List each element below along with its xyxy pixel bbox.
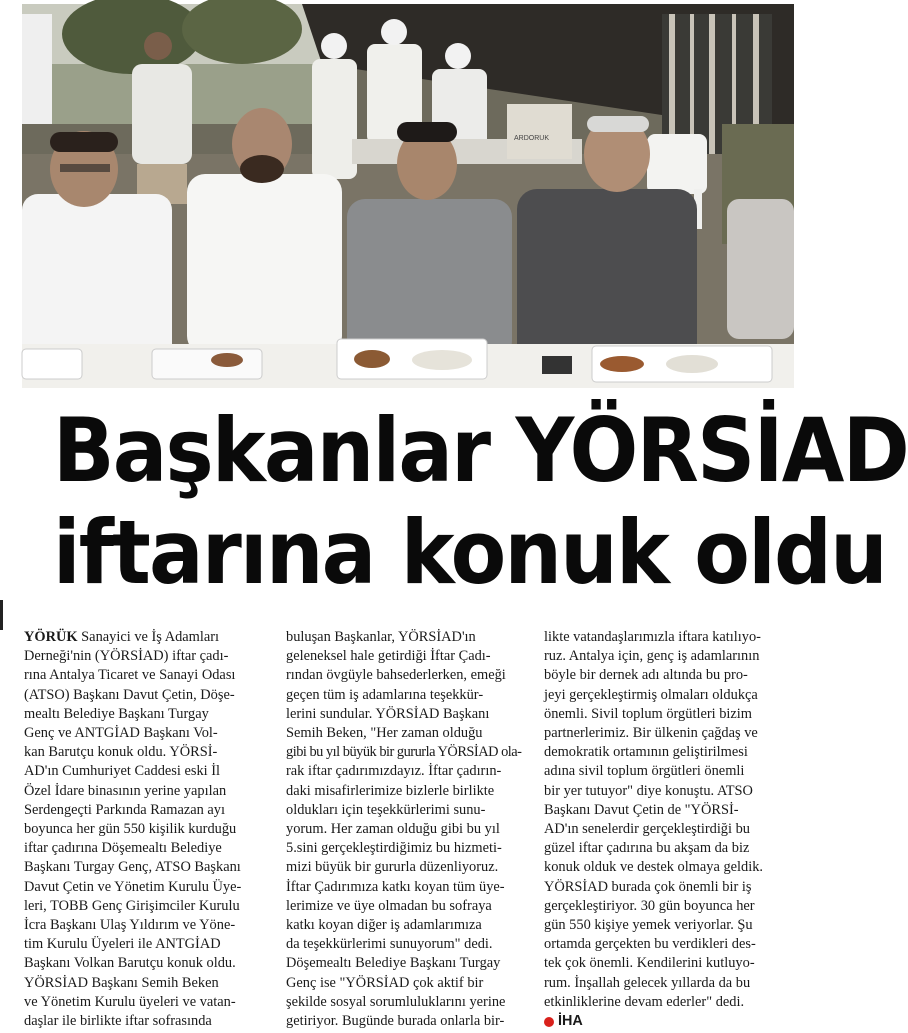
text-line: tek çok önemli. Kendilerini kutluyo- xyxy=(544,955,755,972)
text-line-part: Sanayici ve İş Adamları xyxy=(77,629,220,645)
text-line: rına Antalya Ticaret ve Sanayi Odası xyxy=(24,667,236,684)
text-line: geçen tüm iş adamlarına teşekkür- xyxy=(286,686,484,703)
text-line: rak iftar çadırımızdayız. İftar çadırın- xyxy=(286,763,502,780)
agency-credit-line xyxy=(544,1012,796,1033)
text-line: ruz. Antalya için, genç iş adamlarının xyxy=(544,648,760,665)
text-line: Başkanı Volkan Barutçu konuk oldu. xyxy=(24,955,236,972)
text-line: getiriyor. Bugünde burada onlarla bir- xyxy=(286,1013,505,1030)
headline xyxy=(22,399,908,615)
text-line xyxy=(24,628,258,647)
text-line: Derneği'nin (YÖRSİAD) iftar çadı- xyxy=(24,648,229,665)
article-column-3 xyxy=(544,628,796,1028)
headline-line-1: Başkanlar YÖRSİAD xyxy=(52,399,908,502)
text-line: Döşemealtı Belediye Başkanı Turgay xyxy=(286,955,501,972)
text-line: leri, TOBB Genç Girişimciler Kurulu xyxy=(24,897,240,914)
agency-credit-label: İHA xyxy=(558,1013,583,1030)
text-line: daki misafirlerimize bizlerle birlikte xyxy=(286,782,495,799)
text-line: katkı koyan diğer iş adamlarımıza xyxy=(286,917,482,934)
text-line: iftar çadırına Döşemealtı Belediye xyxy=(24,840,222,857)
text-line: böyle bir dernek adı altında bu pro- xyxy=(544,667,748,684)
text-line: boyunca her gün 550 kişilik kurduğu xyxy=(24,821,237,838)
text-line: da teşekkürlerimi sunuyorum" dedi. xyxy=(286,936,493,953)
text-line: rından övgüyle bahsederlerken, emeği xyxy=(286,667,506,684)
text-line: gibi bu yıl büyük bir gururla YÖRSİAD ola- xyxy=(286,744,522,761)
article-column-2 xyxy=(286,628,532,1028)
text-line: konuk olduk ve destek olmaya geldik. xyxy=(544,859,764,876)
agency-credit xyxy=(544,1012,583,1031)
text-line: gerçekleştiriyor. 30 gün boyunca her xyxy=(544,897,755,914)
text-line: Özel İdare binasının yerine yapılan xyxy=(24,782,227,799)
text-line: Başkanı Turgay Genç, ATSO Başkanı xyxy=(24,859,241,876)
text-line: şekilde sosyal sorumluluklarını yerine xyxy=(286,993,506,1010)
text-line: Serdengeçti Parkında Ramazan ayı xyxy=(24,801,225,818)
text-line: rum. İnşallah gelecek yıllarda da bu xyxy=(544,974,751,991)
text-line: ortamda gerçekten bu verdikleri des- xyxy=(544,936,756,953)
text-line: 5.sini gerçekleştirdiğimiz bu hizmeti- xyxy=(286,840,502,857)
article-photo xyxy=(22,4,794,388)
text-line: lerini sundular. YÖRSİAD Başkanı xyxy=(286,705,490,722)
text-line: demokratik ortamının geliştirilmesi xyxy=(544,744,748,761)
text-line: bir yer tutuyor" diye konuştu. ATSO xyxy=(544,782,753,799)
text-line: oldukları için teşekkürlerimi sunu- xyxy=(286,801,486,818)
text-line: İftar Çadırımıza katkı koyan tüm üye- xyxy=(286,878,505,895)
text-line: etkinliklerine devam ederler" dedi. xyxy=(544,993,745,1010)
text-line: ve Yönetim Kurulu üyeleri ve vatan- xyxy=(24,993,236,1010)
text-line: İcra Başkanı Ulaş Yıldırım ve Yöne- xyxy=(24,917,236,934)
text-line: Başkanı Davut Çetin de "YÖRSİ- xyxy=(544,801,739,818)
text-line: tim Kurulu Üyeleri ile ANTGİAD xyxy=(24,936,221,953)
text-line: YÖRSİAD Başkanı Semih Beken xyxy=(24,974,219,991)
text-line: daşlar ile birlikte iftar sofrasında xyxy=(24,1013,212,1030)
red-dot-icon xyxy=(544,1017,554,1027)
text-line: yorum. Her zaman olduğu gibi bu yıl xyxy=(286,821,500,838)
text-line: mealtı Belediye Başkanı Turgay xyxy=(24,705,209,722)
text-line: likte vatandaşlarımızla iftara katılıyo- xyxy=(544,629,761,645)
text-line: mizi büyük bir gururla düzenliyoruz. xyxy=(286,859,499,876)
text-line: buluşan Başkanlar, YÖRSİAD'ın xyxy=(286,629,476,645)
text-line: AD'ın senelerdir gerçekleştirdiği bu xyxy=(544,821,750,838)
text-line: geleneksel hale getirdiği İftar Çadı- xyxy=(286,648,491,665)
lead-word: YÖRÜK xyxy=(24,629,78,645)
text-line: kan Barutçu konuk oldu. YÖRSİ- xyxy=(24,744,218,761)
text-line: Semih Beken, "Her zaman olduğu xyxy=(286,725,483,742)
article-column-1 xyxy=(24,628,258,1028)
headline-line-2: iftarına konuk oldu xyxy=(52,501,886,604)
text-line: Genç ise "YÖRSİAD çok aktif bir xyxy=(286,974,484,991)
text-line: adına sivil toplum örgütleri önemli xyxy=(544,763,745,780)
text-line: Genç ve ANTGİAD Başkanı Vol- xyxy=(24,725,218,742)
text-line: AD'ın Cumhuriyet Caddesi eski İl xyxy=(24,763,221,780)
text-line: (ATSO) Başkanı Davut Çetin, Döşe- xyxy=(24,686,235,703)
text-line: Davut Çetin ve Yönetim Kurulu Üye- xyxy=(24,878,242,895)
box-label: ARDORUK xyxy=(514,135,550,142)
article-body xyxy=(24,628,794,1028)
text-line: partnerlerimiz. Bir ülkenin çağdaş ve xyxy=(544,725,758,742)
text-line: gün 550 kişiye yemek veriyorlar. Şu xyxy=(544,917,753,934)
text-line: güzel iftar çadırına bu akşam da biz xyxy=(544,840,750,857)
text-line: jeyi gerçekleştirmiş olmaları oldukça xyxy=(544,686,758,703)
text-line: YÖRSİAD burada çok önemli bir iş xyxy=(544,878,752,895)
text-line: lerimize ve üye olmadan bu sofraya xyxy=(286,897,492,914)
text-line: önemli. Sivil toplum örgütleri bizim xyxy=(544,705,752,722)
side-rule xyxy=(0,600,3,630)
